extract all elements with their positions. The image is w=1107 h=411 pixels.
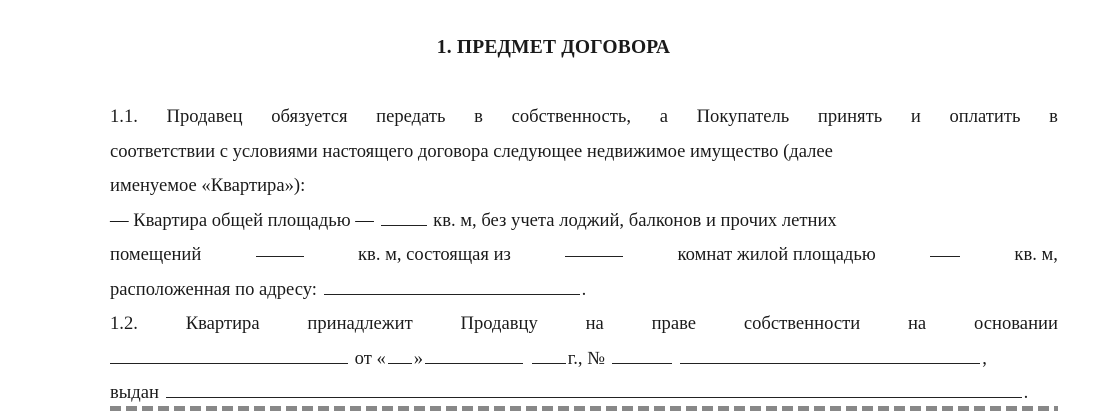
word: обязуется <box>271 106 348 127</box>
punctuation: . <box>581 278 587 300</box>
word: а <box>659 106 668 127</box>
rooms-count-blank <box>565 238 623 257</box>
word: принять <box>817 106 883 127</box>
text-segment: от « <box>354 347 386 369</box>
word: Квартира <box>185 313 260 334</box>
cropped-previous-line <box>120 0 390 2</box>
word: передать <box>376 106 446 127</box>
registration-blank <box>680 345 980 364</box>
area-blank-field <box>381 207 427 226</box>
clause-1-1-line-3: именуемое «Квартира»): <box>110 175 306 196</box>
text-segment: комнат жилой площадью <box>677 244 876 265</box>
clause-1-2-line-1 <box>110 307 1058 342</box>
text-segment: расположенная по адресу: <box>110 278 317 300</box>
text-segment: выдан <box>110 382 159 403</box>
clause-1-1-line-4 <box>110 204 1058 239</box>
living-area-blank <box>930 238 960 257</box>
text-segment: кв. м, без учета лоджий, балконов и прочих летних <box>433 209 837 231</box>
word: в <box>474 106 483 127</box>
word: собственности <box>743 313 861 334</box>
word: Продавец <box>166 106 243 127</box>
clause-1-1-line-2: соответствии с условиями настоящего договора следующее недвижимое имущество (далее <box>110 140 833 162</box>
issued-by-blank <box>166 379 1022 398</box>
clause-1-1-line-6 <box>110 273 1058 308</box>
clause-1-2 <box>110 307 1058 411</box>
word: 1.1. <box>110 106 138 127</box>
word: основании <box>974 313 1058 334</box>
text-segment: помещений <box>110 244 202 265</box>
clause-1-1-line-5 <box>110 238 1058 273</box>
punctuation: , <box>982 347 987 369</box>
day-blank <box>388 345 412 364</box>
word: на <box>907 313 927 334</box>
cropped-next-line <box>110 406 1058 411</box>
year-blank <box>532 345 566 364</box>
word: и <box>910 106 921 127</box>
clause-1-2-line-2 <box>110 342 1058 377</box>
clause-1-1-line-1 <box>110 100 1058 135</box>
word: Продавцу <box>460 313 538 334</box>
word: собственность, <box>511 106 632 127</box>
word: оплатить <box>949 106 1021 127</box>
word: принадлежит <box>307 313 413 334</box>
word: Покупатель <box>696 106 790 127</box>
text-segment: — Квартира общей площадью — <box>110 209 374 231</box>
text-segment: г., № <box>567 347 605 369</box>
non-residential-area-blank <box>256 238 304 257</box>
text-segment: » <box>413 347 424 369</box>
clause-1-1 <box>110 100 1058 307</box>
punctuation: . <box>1023 382 1029 403</box>
month-blank <box>425 345 523 364</box>
word: 1.2. <box>110 313 138 334</box>
section-title: 1. ПРЕДМЕТ ДОГОВОРА <box>436 37 671 58</box>
number-blank <box>612 345 672 364</box>
word: в <box>1049 106 1058 127</box>
word: праве <box>651 313 697 334</box>
text-segment: кв. м, состоящая из <box>358 244 511 265</box>
basis-document-blank <box>110 345 348 364</box>
address-blank-field <box>324 276 580 295</box>
word: на <box>585 313 604 334</box>
text-segment: кв. м, <box>1014 244 1058 265</box>
